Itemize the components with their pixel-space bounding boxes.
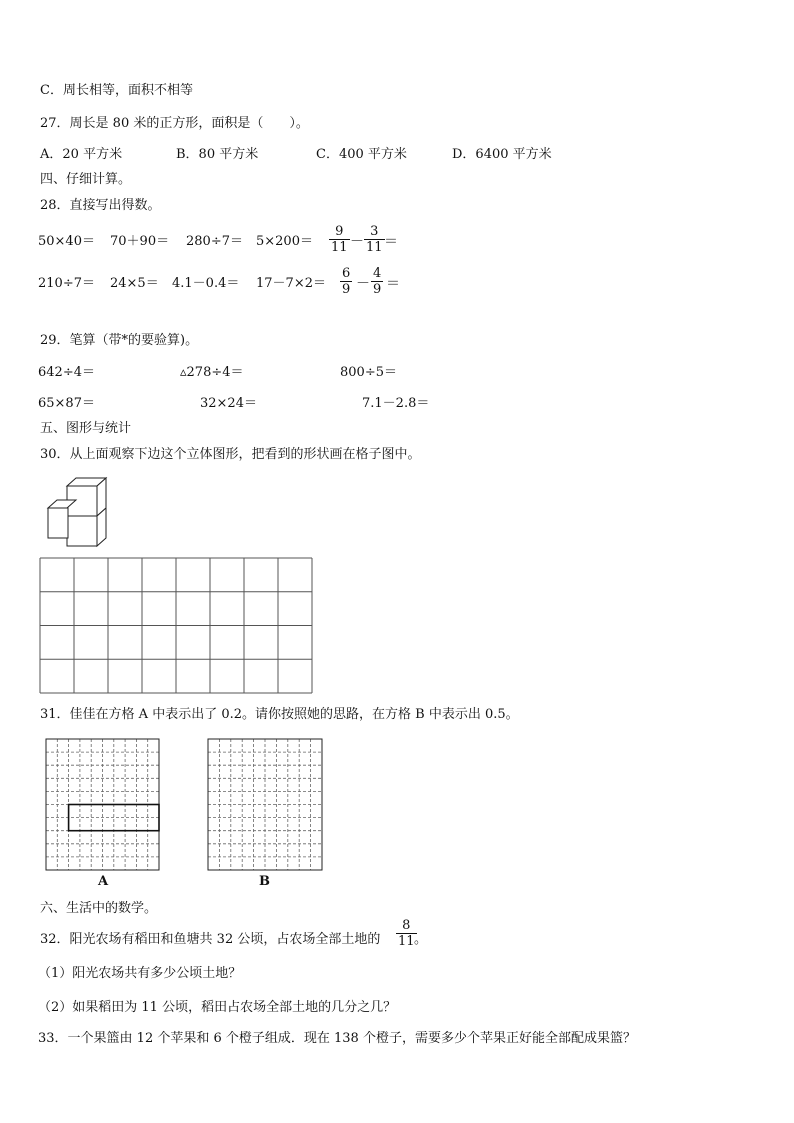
q32-sub-2: （2）如果稻田为 11 公顷，稻田占农场全部土地的几分之几？ — [38, 1000, 397, 1015]
q31-grid-a-label: A — [98, 874, 109, 889]
q27-option-a: A．20 平方米 — [40, 147, 123, 162]
q28-expr-1: 50×40＝ — [38, 234, 95, 249]
q32-stem-text: 32．阳光农场有稻田和鱼塘共 32 公顷，占农场全部土地的 — [40, 932, 381, 947]
q29-stem: 29．笔算（带*的要验算)。 — [40, 333, 199, 348]
q27-option-c: C．400 平方米 — [316, 147, 407, 162]
q31-stem: 31．佳佳在方格 A 中表示出了 0.2。请你按照她的思路，在方格 B 中表示出 0.5。 — [40, 707, 519, 722]
q28-fraction-a1 — [329, 224, 350, 255]
q28-stem: 28．直接写出得数。 — [40, 198, 161, 213]
q29-expr-1: 642÷4＝ — [38, 365, 95, 380]
q26-option-c: C．周长相等，面积不相等 — [40, 83, 193, 98]
q30-drawing-grid[interactable] — [39, 557, 313, 694]
q31-grid-a — [45, 738, 160, 871]
section-6-title: 六、生活中的数学。 — [40, 901, 158, 916]
q30-stem: 30．从上面观察下边这个立体图形，把看到的形状画在格子图中。 — [40, 447, 421, 462]
q29-expr-5: 32×24＝ — [200, 396, 257, 411]
q27-stem: 27．周长是 80 米的正方形，面积是（ ）。 — [40, 116, 309, 131]
q29-expr-3: 800÷5＝ — [340, 365, 397, 380]
q31-grid-b[interactable] — [207, 738, 323, 871]
section-4-title: 四、仔细计算。 — [40, 172, 132, 187]
q28-equals-1: ＝ — [384, 234, 398, 250]
fraction-denominator: 11 — [366, 240, 383, 255]
q33-stem: 33．一个果篮由 12 个苹果和 6 个橙子组成．现在 138 个橙子，需要多少个苹果正好能全部配成果篮？ — [38, 1031, 636, 1046]
q28-fraction-a2 — [340, 266, 352, 297]
q29-expr-6: 7.1－2.8＝ — [362, 396, 430, 411]
q28-fraction-b2 — [371, 266, 383, 297]
q32-stem — [40, 932, 380, 948]
cube-solid-figure — [40, 474, 120, 550]
q28-expr-6: 24×5＝ — [110, 276, 159, 291]
q28-minus-1: － — [350, 234, 364, 250]
q28-expr-7: 4.1－0.4＝ — [172, 276, 240, 291]
fraction-denominator: 11 — [398, 934, 415, 949]
q28-expr-3: 280÷7＝ — [186, 234, 243, 249]
q28-expr-4: 5×200＝ — [256, 234, 313, 249]
q28-expr-2: 70＋90＝ — [110, 234, 170, 249]
q28-fraction-b1 — [364, 224, 385, 255]
q29-expr-4: 65×87＝ — [38, 396, 95, 411]
fraction-numerator: 6 — [342, 266, 351, 281]
fraction-numerator: 9 — [335, 224, 344, 239]
q28-minus-2: － — [356, 276, 370, 292]
fraction-denominator: 11 — [331, 240, 348, 255]
fraction-numerator: 4 — [373, 266, 382, 281]
q29-expr-2: ▵278÷4＝ — [180, 365, 244, 380]
fraction-denominator: 9 — [342, 282, 351, 297]
section-5-title: 五、图形与统计 — [40, 421, 132, 436]
q31-grid-b-label: B — [259, 874, 270, 889]
q28-equals-2: ＝ — [386, 276, 400, 292]
fraction-denominator: 9 — [373, 282, 382, 297]
fraction-numerator: 8 — [402, 918, 411, 933]
q32-sub-1: （1）阳光农场共有多少公顷土地？ — [38, 966, 242, 981]
q27-option-b: B．80 平方米 — [176, 147, 259, 162]
q28-expr-8: 17－7×2＝ — [256, 276, 326, 291]
q27-option-d: D．6400 平方米 — [452, 147, 552, 162]
fraction-numerator: 3 — [370, 224, 379, 239]
q28-expr-5: 210÷7＝ — [38, 276, 95, 291]
q32-stem-end: 。 — [414, 932, 428, 947]
